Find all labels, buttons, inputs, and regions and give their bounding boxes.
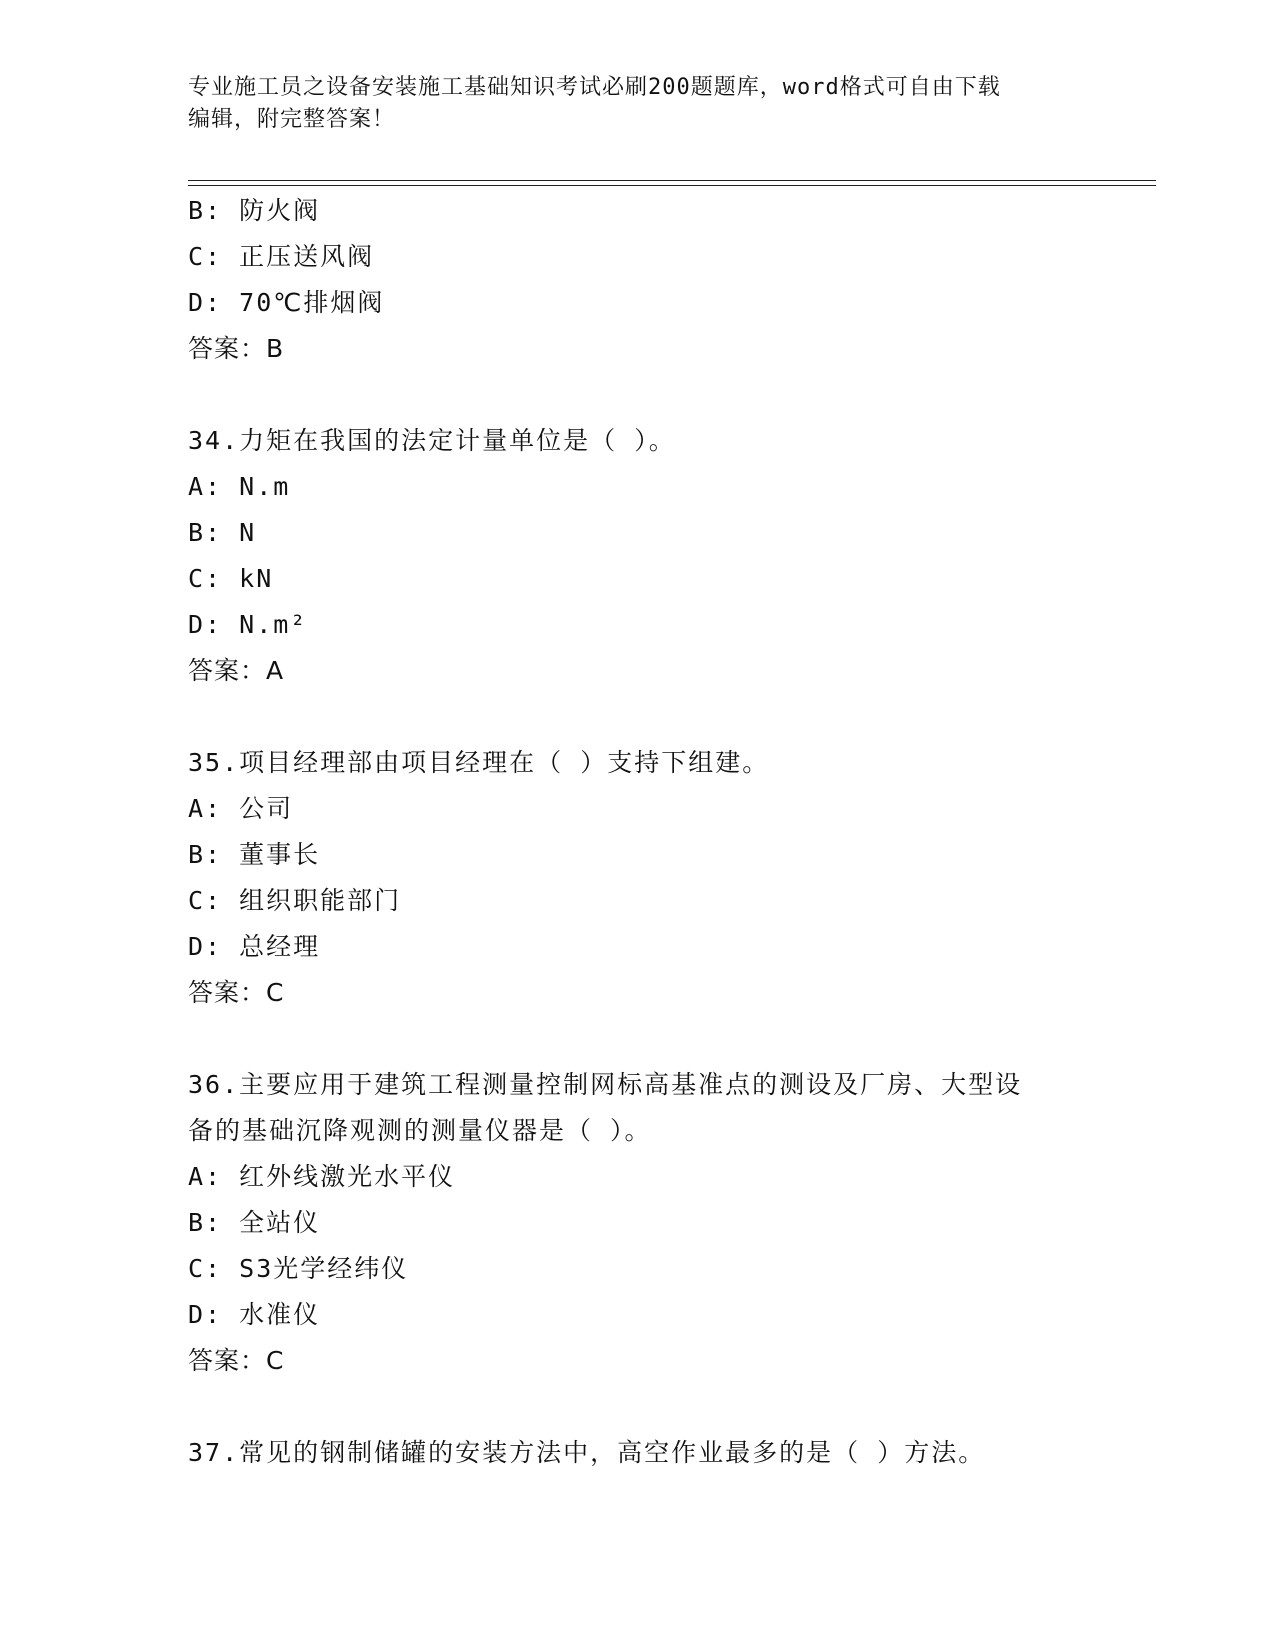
- option-c: C: S3光学经纬仪: [188, 1254, 409, 1283]
- option-b: B: 全站仪: [188, 1208, 321, 1237]
- question-33: [188, 188, 1088, 372]
- spacer: [188, 1384, 1088, 1430]
- option-a: A: 红外线激光水平仪: [188, 1162, 456, 1191]
- option-a: A: 公司: [188, 794, 294, 823]
- question-text: 34.力矩在我国的法定计量单位是（ ）。: [188, 426, 676, 455]
- option-b: B: N: [188, 518, 257, 547]
- spacer: [188, 372, 1088, 418]
- option-d: D: 总经理: [188, 932, 321, 961]
- question-text-line-1: 36.主要应用于建筑工程测量控制网标高基准点的测设及厂房、大型设: [188, 1070, 1023, 1099]
- question-list: [188, 188, 1088, 1476]
- question-36: [188, 1062, 1088, 1384]
- option-d: D: N.m²: [188, 610, 308, 639]
- option-c: C: kN: [188, 564, 274, 593]
- header-line-2: 编辑，附完整答案！: [188, 107, 396, 132]
- question-text: 37.常见的钢制储罐的安装方法中，高空作业最多的是（ ）方法。: [188, 1438, 986, 1467]
- answer: 答案：C: [188, 1346, 285, 1375]
- answer: 答案：C: [188, 978, 285, 1007]
- question-34: [188, 418, 1088, 694]
- option-a: A: N.m: [188, 472, 291, 501]
- spacer: [188, 694, 1088, 740]
- option-d: D: 70℃排烟阀: [188, 288, 385, 317]
- header-line-1: 专业施工员之设备安装施工基础知识考试必刷200题题库，word格式可自由下载: [188, 75, 1001, 100]
- header-divider-bottom: [188, 185, 1156, 186]
- option-c: C: 组织职能部门: [188, 886, 402, 915]
- answer: 答案：B: [188, 334, 285, 363]
- option-c: C: 正压送风阀: [188, 242, 375, 271]
- option-b: B: 董事长: [188, 840, 321, 869]
- document-header: [188, 72, 1088, 136]
- option-d: D: 水准仪: [188, 1300, 321, 1329]
- question-35: [188, 740, 1088, 1016]
- spacer: [188, 1016, 1088, 1062]
- question-text: 35.项目经理部由项目经理在（ ）支持下组建。: [188, 748, 770, 777]
- answer: 答案：A: [188, 656, 285, 685]
- question-37: [188, 1430, 1088, 1476]
- option-b: B: 防火阀: [188, 196, 321, 225]
- header-divider-top: [188, 180, 1156, 181]
- question-text-line-2: 备的基础沉降观测的测量仪器是（ ）。: [188, 1116, 652, 1145]
